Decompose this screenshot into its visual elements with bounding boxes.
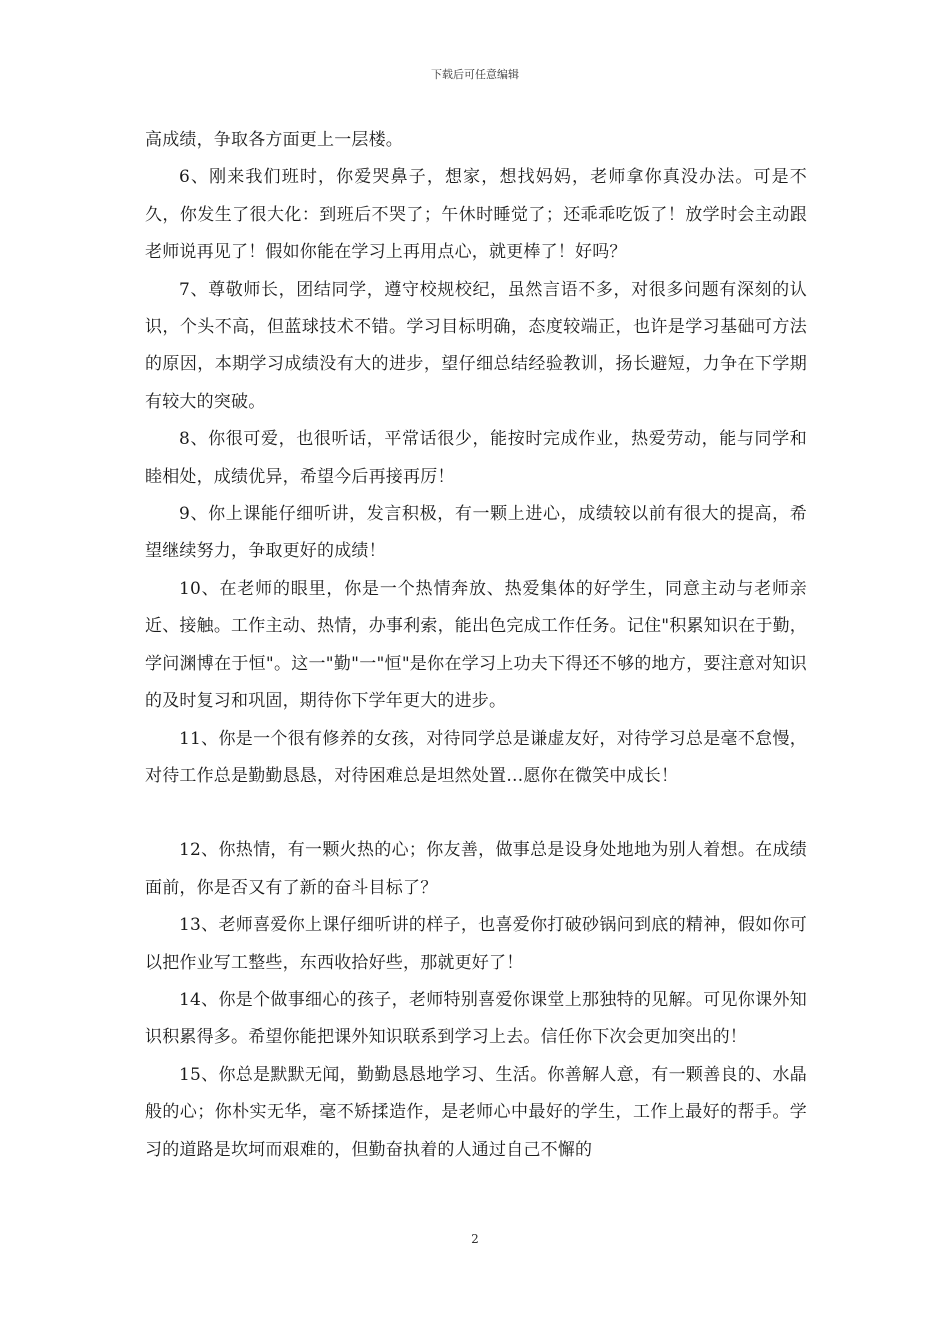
paragraph-item-7: 7、尊敬师长，团结同学，遵守校规校纪，虽然言语不多，对很多问题有深刻的认识，个头不高，但蓝球技术不错。学习目标明确，态度较端正，也许是学习基础可方法的原因，本期学习成绩没有大的进步，望仔细总结经验教训，扬长避短，力争在下学期有较大的突破。: [145, 279, 807, 412]
paragraph-item-8: 8、你很可爱，也很听话，平常话很少，能按时完成作业，热爱劳动，能与同学和睦相处，成绩优异，希望今后再接再厉！: [145, 429, 807, 487]
paragraph-item-9: 9、你上课能仔细听讲，发言积极，有一颗上进心，成绩较以前有很大的提高，希望继续努力，争取更好的成绩！: [145, 504, 807, 562]
document-body: [145, 122, 807, 1169]
paragraph-item-15: 15、你总是默默无闻，勤勤恳恳地学习、生活。你善解人意，有一颗善良的、水晶般的心；你朴实无华，毫不矫揉造作，是老师心中最好的学生，工作上最好的帮手。学习的道路是坎坷而艰难的，但勤奋执着的人通过自己不懈的: [145, 1064, 807, 1160]
paragraph-item-14: 14、你是个做事细心的孩子，老师特别喜爱你课堂上那独特的见解。可见你课外知识积累得多。希望你能把课外知识联系到学习上去。信任你下次会更加突出的！: [145, 989, 807, 1048]
paragraph-continuation: 高成绩，争取各方面更上一层楼。: [145, 130, 403, 150]
paragraph-item-11: 11、你是一个很有修养的女孩，对待同学总是谦虚友好，对待学习总是毫不怠慢，对待工作总是勤勤恳恳，对待困难总是坦然处置…愿你在微笑中成长！: [145, 728, 807, 786]
blank-line: [145, 795, 807, 832]
paragraph-item-6: 6、刚来我们班时，你爱哭鼻子，想家，想找妈妈，老师拿你真没办法。可是不久，你发生了很大化：到班后不哭了；午休时睡觉了；还乖乖吃饭了！放学时会主动跟老师说再见了！假如你能在学习上再用点心，就更棒了！好吗？: [145, 167, 807, 263]
page-number: 2: [471, 1232, 479, 1246]
paragraph-item-10: 10、在老师的眼里，你是一个热情奔放、热爱集体的好学生，同意主动与老师亲近、接触。工作主动、热情，办事利索，能出色完成工作任务。记住"积累知识在于勤，学问渊博在于恒"。这一"勤"一"恒"是你在学习上功夫下得还不够的地方，要注意对知识的及时复习和巩固，期待你下学年更大的进步。: [145, 578, 807, 712]
paragraph-item-13: 13、老师喜爱你上课仔细听讲的样子，也喜爱你打破砂锅问到底的精神，假如你可以把作业写工整些，东西收拾好些，那就更好了！: [145, 915, 807, 973]
page-header: 下载后可任意编辑: [431, 68, 519, 81]
paragraph-item-12: 12、你热情，有一颗火热的心；你友善，做事总是设身处地地为别人着想。在成绩面前，你是否又有了新的奋斗目标了？: [145, 840, 807, 898]
